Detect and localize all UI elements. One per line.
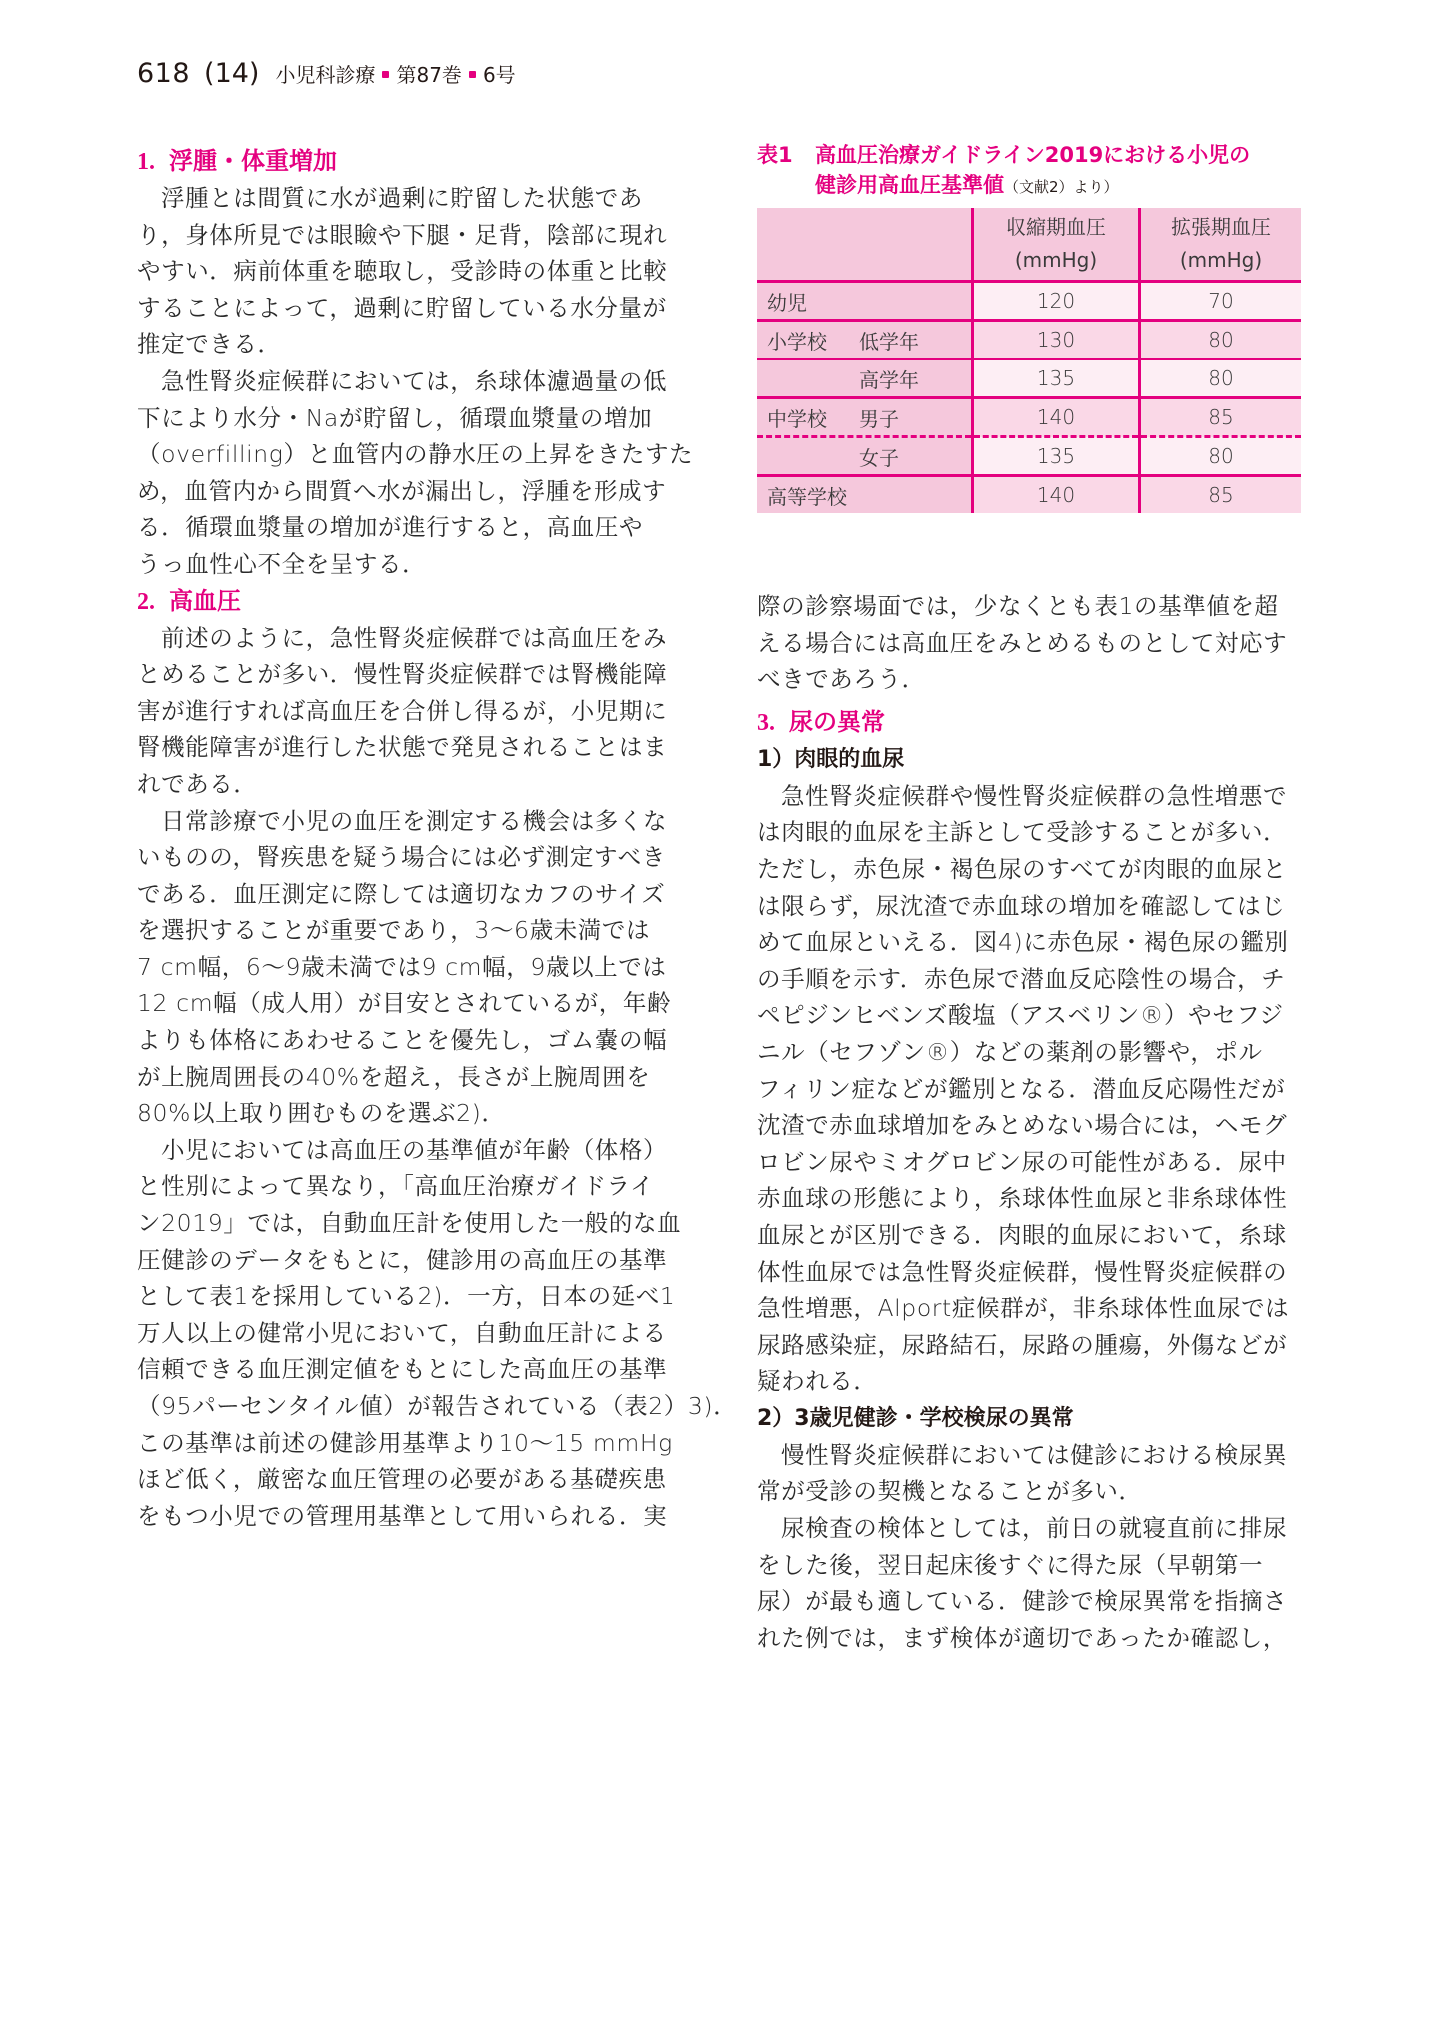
- row-label: [757, 321, 973, 360]
- header-cell-diastolic: [1140, 208, 1302, 282]
- text-line: 7 cm幅，6〜9歳未満では9 cm幅，9歳以上では: [137, 952, 667, 981]
- row-label: [757, 359, 973, 398]
- paragraph: [757, 778, 1311, 1400]
- text-line: 12 cm幅（成人用）が目安とされているが，年齢: [137, 989, 672, 1018]
- text-line: 尿）が最も適している．健診で検尿異常を指摘さ: [757, 1587, 1288, 1616]
- text-line: ロビン尿やミオグロビン尿の可能性がある．尿中: [757, 1147, 1287, 1176]
- section-title: 浮腫・体重増加: [169, 147, 337, 175]
- row-subgroup: 女子: [859, 445, 899, 470]
- text-line: 腎機能障害が進行した状態で発見されることはま: [137, 733, 668, 762]
- row-subgroup: 男子: [859, 406, 899, 431]
- text-line: 下により水分・Naが貯留し，循環血漿量の増加: [137, 403, 653, 432]
- text-line: （overfilling）と血管内の静水圧の上昇をきたすた: [137, 440, 694, 469]
- subsection-heading-gross-hematuria: 1）肉眼的血尿: [757, 746, 905, 772]
- diastolic-value: 80: [1140, 321, 1302, 360]
- text-line: る．循環血漿量の増加が進行すると，高血圧や: [137, 513, 644, 542]
- paragraph: [757, 1437, 1311, 1510]
- running-header: [137, 58, 516, 98]
- text-line: 赤血球の形態により，糸球体性血尿と非糸球体性: [757, 1184, 1288, 1213]
- section-number: 2.: [137, 588, 155, 615]
- table-header-row: [757, 208, 1301, 282]
- text-line: 信頼できる血圧測定値をもとにした高血圧の基準: [137, 1355, 668, 1384]
- text-line: やすい．病前体重を聴取し，受診時の体重と比較: [137, 257, 668, 286]
- text-line: フィリン症などが鑑別となる．潜血反応陽性だが: [757, 1074, 1286, 1103]
- header-cell-systolic: [973, 208, 1140, 282]
- bullet-icon: [382, 71, 389, 78]
- row-label: [757, 398, 973, 437]
- text-line: と性別によって異なり，「高血圧治療ガイドライ: [137, 1172, 655, 1201]
- text-line: うっ血性心不全を呈する．: [137, 549, 427, 578]
- section-title: 高血圧: [169, 586, 241, 615]
- bullet-icon: [469, 71, 476, 78]
- text-line: 沈渣で赤血球増加をみとめない場合には，ヘモグ: [757, 1111, 1288, 1140]
- table-row: [757, 359, 1301, 398]
- row-subgroup: 低学年: [859, 329, 919, 354]
- section-number: 1.: [137, 149, 155, 175]
- systolic-value: 120: [973, 282, 1140, 321]
- diastolic-value: 70: [1140, 282, 1302, 321]
- text-line: れである．: [137, 769, 258, 798]
- header-label: 収縮期血圧: [1006, 215, 1106, 239]
- text-line: である．血圧測定に際しては適切なカフのサイズ: [137, 879, 666, 908]
- text-line: をした後，翌日起床後すぐに得た尿（早朝第一: [757, 1550, 1264, 1579]
- volume: 第87巻: [396, 63, 462, 87]
- text-line: 日常診療で小児の血圧を測定する機会は多くな: [161, 806, 668, 835]
- text-line: 害が進行すれば高血圧を合併し得るが，小児期に: [137, 696, 668, 725]
- systolic-value: 140: [973, 476, 1140, 514]
- diastolic-value: 85: [1140, 398, 1302, 437]
- row-label: [757, 437, 973, 476]
- systolic-value: 130: [973, 321, 1140, 360]
- table-row: [757, 437, 1301, 476]
- text-line: 圧健診のデータをもとに，健診用の高血圧の基準: [137, 1245, 668, 1274]
- text-line: 推定できる．: [137, 330, 282, 359]
- text-line: をもつ小児での管理用基準として用いられる．実: [137, 1501, 668, 1530]
- text-line: べきであろう．: [757, 665, 926, 694]
- text-line: 浮腫とは間質に水が過剰に貯留した状態であ: [161, 184, 643, 212]
- text-line: 尿検査の検体としては，前日の就寝直前に排尿: [781, 1514, 1288, 1543]
- text-line: は肉眼的血尿を主訴として受診することが多い．: [757, 818, 1288, 847]
- header-unit: (mmHg): [1014, 248, 1098, 272]
- row-group: 幼児: [767, 290, 807, 315]
- row-label: [757, 282, 973, 321]
- right-column: [757, 140, 1311, 1656]
- header-label: 拡張期血圧: [1171, 215, 1271, 239]
- header-cell-empty: [757, 208, 973, 282]
- text-line: ン2019」では，自動血圧計を使用した一般的な血: [137, 1209, 682, 1238]
- text-line: える場合には高血圧をみとめるものとして対応す: [757, 628, 1288, 657]
- table-source: （文献2）より）: [1004, 178, 1119, 196]
- page-number: 618: [137, 58, 191, 89]
- text-line: 慢性腎炎症候群においては健診における検尿異: [781, 1440, 1288, 1469]
- section-heading-urine: [757, 704, 1311, 741]
- table-title-line1: 高血圧治療ガイドライン2019における小児の: [815, 143, 1251, 167]
- text-line: 前述のように，急性腎炎症候群では高血圧をみ: [161, 623, 668, 652]
- paragraph: [757, 588, 1311, 698]
- paragraph: [757, 1510, 1311, 1656]
- table-label: 表1: [757, 143, 793, 167]
- diastolic-value: 80: [1140, 437, 1302, 476]
- table-title-line2: 健診用高血圧基準値: [815, 173, 1004, 197]
- row-group: 高等学校: [767, 484, 847, 509]
- text-line: ただし，赤色尿・褐色尿のすべてが肉眼的血尿と: [757, 854, 1287, 883]
- table-row: [757, 282, 1301, 321]
- text-line: ほど低く，厳密な血圧管理の必要がある基礎疾患: [137, 1465, 667, 1494]
- sub-page-number: (14): [204, 58, 260, 89]
- paragraph: [137, 180, 691, 363]
- text-line: め，血管内から間質へ水が漏出し，浮腫を形成す: [137, 476, 667, 505]
- paragraph: [137, 1132, 738, 1535]
- section-title: 尿の異常: [789, 707, 885, 736]
- text-line: よりも体格にあわせることを優先し，ゴム嚢の幅: [137, 1026, 668, 1055]
- text-line: 常が受診の契機となることが多い．: [757, 1477, 1143, 1506]
- text-line: 小児においては高血圧の基準値が年齢（体格）: [161, 1135, 668, 1164]
- section-heading-edema: [137, 143, 691, 180]
- row-group: 中学校: [767, 406, 827, 431]
- table-caption: [757, 140, 1311, 202]
- text-line: は限らず，尿沈渣で赤血球の増加を確認してはじ: [757, 891, 1286, 920]
- left-column: [137, 143, 738, 1534]
- systolic-value: 135: [973, 437, 1140, 476]
- text-line: 血尿とが区別できる．肉眼的血尿において，糸球: [757, 1220, 1287, 1249]
- table-row: [757, 476, 1301, 514]
- text-line: めて血尿といえる．図4)に赤色尿・褐色尿の鑑別: [757, 928, 1289, 957]
- text-line: り，身体所見では眼瞼や下腿・足背，陰部に現れ: [137, 220, 668, 249]
- text-line: この基準は前述の健診用基準より10〜15 mmHg: [137, 1428, 673, 1457]
- row-group: 小学校: [767, 329, 827, 354]
- text-line: ペピジンヒベンズ酸塩（アスベリン®）やセフジ: [757, 1001, 1284, 1030]
- systolic-value: 140: [973, 398, 1140, 437]
- text-line: が上腕周囲長の40%を超え，長さが上腕周囲を: [137, 1062, 651, 1091]
- journal-name: 小児科診療: [275, 63, 376, 87]
- text-line: いものの，腎疾患を疑う場合には必ず測定すべき: [137, 843, 666, 872]
- section-heading-hypertension: [137, 583, 691, 620]
- text-line: ニル（セフゾン®）などの薬剤の影響や，ポル: [757, 1037, 1263, 1066]
- subsection-heading-screening: 2）3歳児健診・学校検尿の異常: [757, 1405, 1074, 1431]
- paragraph: [137, 803, 691, 1132]
- section-number: 3.: [757, 709, 775, 736]
- text-line: とめることが多い．慢性腎炎症候群では腎機能障: [137, 660, 668, 689]
- text-line: （95パーセンタイル値）が報告されている（表2）3)．: [137, 1392, 738, 1420]
- systolic-value: 135: [973, 359, 1140, 398]
- header-unit: (mmHg): [1179, 248, 1263, 272]
- text-line: 急性腎炎症候群においては，糸球体濾過量の低: [161, 366, 668, 395]
- diastolic-value: 80: [1140, 359, 1302, 398]
- text-line: の手順を示す．赤色尿で潜血反応陰性の場合，チ: [757, 964, 1286, 993]
- table-row: [757, 321, 1301, 360]
- table-row: [757, 398, 1301, 437]
- text-line: れた例では，まず検体が適切であったか確認し，: [757, 1623, 1287, 1652]
- row-label: [757, 476, 973, 514]
- issue: 6号: [482, 63, 516, 87]
- text-line: 急性増悪，Alport症候群が，非糸球体性血尿では: [757, 1294, 1290, 1323]
- paragraph: [137, 620, 691, 803]
- text-line: を選択することが重要であり，3〜6歳未満では: [137, 916, 651, 945]
- text-line: 万人以上の健常小児において，自動血圧計による: [137, 1318, 667, 1347]
- text-line: 際の診察場面では，少なくとも表1の基準値を超: [757, 592, 1279, 620]
- text-line: 80%以上取り囲むものを選ぶ2)．: [137, 1099, 506, 1128]
- text-line: することによって，過剰に貯留している水分量が: [137, 293, 667, 322]
- text-line: 体性血尿では急性腎炎症候群，慢性腎炎症候群の: [757, 1257, 1288, 1286]
- bp-criteria-table: [757, 208, 1301, 513]
- text-line: 疑われる．: [757, 1367, 878, 1396]
- row-subgroup: 高学年: [859, 367, 919, 392]
- paragraph: [137, 363, 694, 583]
- text-line: 尿路感染症，尿路結石，尿路の腫瘍，外傷などが: [757, 1330, 1288, 1359]
- text-line: として表1を採用している2)．一方，日本の延べ1: [137, 1282, 676, 1311]
- text-line: 急性腎炎症候群や慢性腎炎症候群の急性増悪で: [781, 781, 1288, 810]
- diastolic-value: 85: [1140, 476, 1302, 514]
